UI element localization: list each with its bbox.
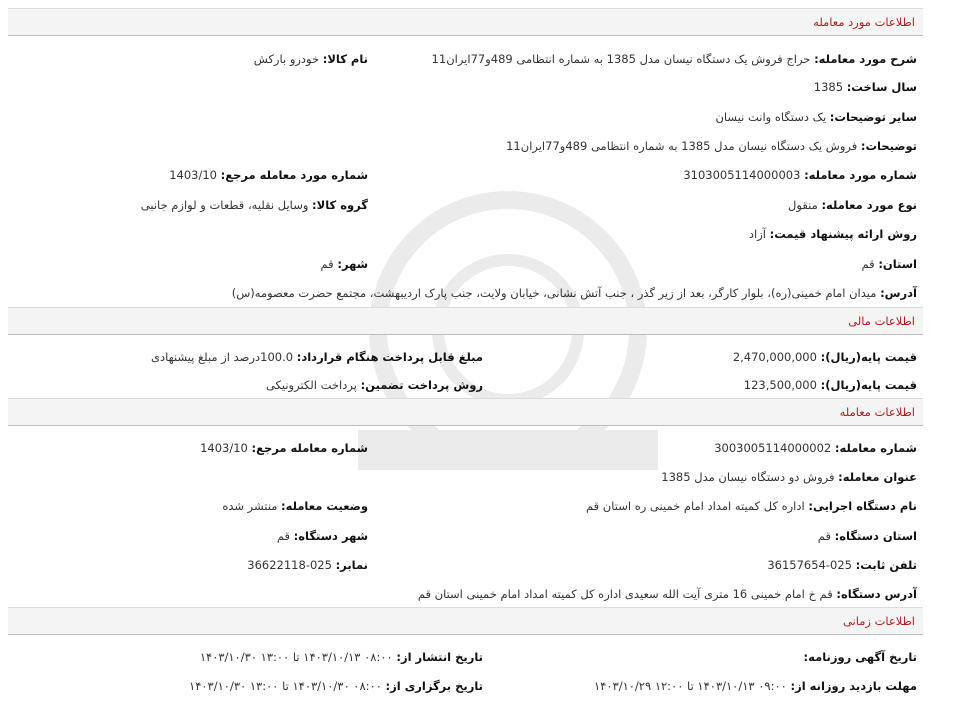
row-guarantee-method: روش پرداخت تضمین: پرداخت الکترونیکی: [265, 378, 483, 392]
section-header-timing: [8, 607, 923, 635]
parsnamad-watermark-logo: [298, 180, 718, 510]
row-deal-title: عنوان معامله: فروش دو دستگاه نیسان مدل 1385: [661, 470, 917, 484]
row-item-number: شماره مورد معامله: 3103005114000003: [683, 168, 917, 182]
row-deal-status: وضعیت معامله: منتشر شده: [222, 499, 368, 513]
row-base-price: قیمت پایه(ریال): 2,470,000,000: [732, 350, 917, 364]
row-phone: تلفن ثابت: 025-36157654: [767, 558, 917, 572]
row-province: استان: قم: [861, 257, 917, 271]
row-notes: توضیحات: فروش یک دستگاه نیسان مدل 1385 به شماره انتظامی 489و77ایران11: [506, 139, 917, 153]
section-title: اطلاعات مالی: [848, 314, 915, 328]
row-executive-org: نام دستگاه اجرایی: اداره کل کمیته امداد امام خمینی ره استان قم: [585, 499, 917, 513]
row-base-price-guarantee: قیمت پایه(ریال): 123,500,000: [743, 378, 917, 392]
row-org-address: آدرس دستگاه: قم خ امام خمینی 16 متری آیت الله سعیدی اداره کل کمیته امداد امام خمینی استان قم: [417, 587, 917, 601]
row-org-province: استان دستگاه: قم: [817, 529, 917, 543]
row-item-type: نوع مورد معامله: منقول: [788, 198, 917, 212]
row-org-city: شهر دستگاه: قم: [276, 529, 368, 543]
row-holding-period: تاریخ برگزاری از: ۰۸:۰۰ ۱۴۰۳/۱۰/۳۰ تا ۱۳:۰۰ ۱۴۰۳/۱۰/۳۰: [189, 679, 483, 693]
tender-details-page: [8, 0, 923, 713]
row-price-method: روش ارائه پیشنهاد قیمت: آزاد: [748, 227, 917, 241]
row-newspaper-date: تاریخ آگهی روزنامه:: [803, 650, 917, 664]
section-title: اطلاعات زمانی: [842, 614, 915, 628]
row-item-ref-number: شماره مورد معامله مرجع: 1403/10: [169, 168, 368, 182]
row-daily-visit-period: مهلت بازدید روزانه از: ۰۹:۰۰ ۱۴۰۳/۱۰/۱۳ تا ۱۲:۰۰ ۱۴۰۳/۱۰/۲۹: [593, 679, 917, 693]
row-payable-on-contract: مبلغ قابل پرداخت هنگام قرارداد: 100.0درصد از مبلغ پیشنهادی: [151, 350, 483, 364]
section-header-finance: [8, 307, 923, 335]
row-deal-ref-number: شماره معامله مرجع: 1403/10: [200, 441, 368, 455]
section-title: اطلاعات مورد معامله: [813, 15, 915, 29]
row-item-group: گروه کالا: وسایل نقلیه، قطعات و لوازم جانبی: [140, 198, 368, 212]
row-other-description: سایر توضیحات: یک دستگاه وانت نیسان: [715, 110, 917, 124]
row-address: آدرس: میدان امام خمینی(ره)، بلوار کارگر، بعد از زیر گذر ، جنب آتش نشانی، خیابان ولایت، جنب پارک اردیبهشت، مجتمع حضرت معصومه(س): [231, 286, 917, 300]
row-publish-period: تاریخ انتشار از: ۰۸:۰۰ ۱۴۰۳/۱۰/۱۳ تا ۱۳:۰۰ ۱۴۰۳/۱۰/۳۰: [199, 650, 483, 664]
row-city: شهر: قم: [320, 257, 368, 271]
section-title: اطلاعات معامله: [839, 405, 915, 419]
section-header-deal: [8, 398, 923, 426]
row-item-name: نام کالا: خودرو بارکش: [253, 52, 368, 66]
row-fax: نمابر: 025-36622118: [247, 558, 368, 572]
row-build-year: سال ساخت: 1385: [813, 80, 917, 94]
row-item-description: شرح مورد معامله: حراج فروش یک دستگاه نیسان مدل 1385 به شماره انتظامی 489و77ایران11: [431, 52, 917, 66]
row-deal-number: شماره معامله: 3003005114000002: [714, 441, 917, 455]
section-header-item-info: [8, 8, 923, 36]
